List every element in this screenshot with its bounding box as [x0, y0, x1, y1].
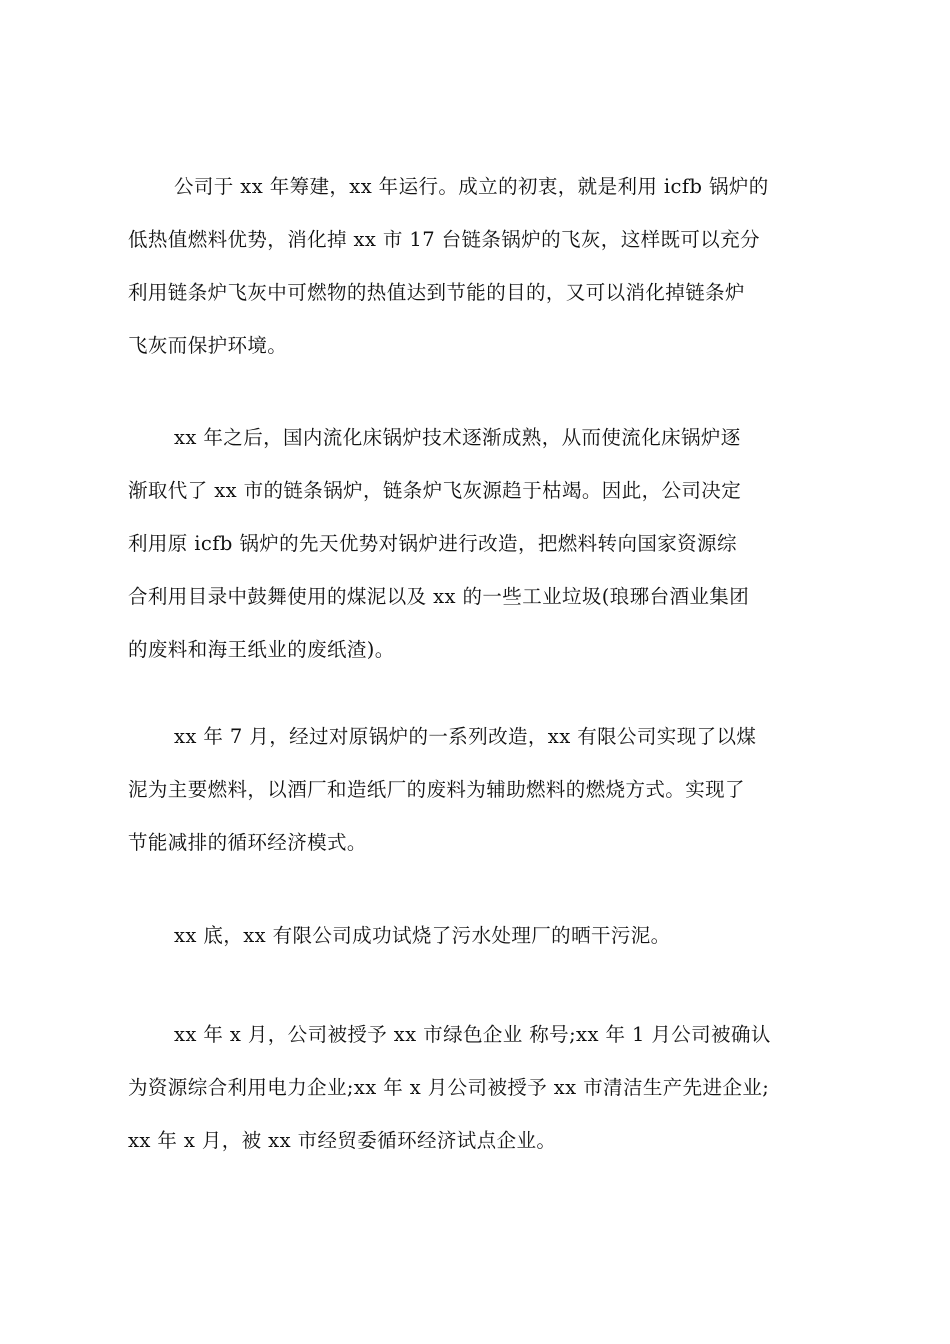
paragraph-retrofit — [128, 411, 828, 676]
text-line: 渐取代了 xx 市的链条锅炉，链条炉飞灰源趋于枯竭。因此，公司决定 — [128, 479, 742, 502]
text-line: 节能减排的循环经济模式。 — [128, 831, 367, 854]
paragraph-sludge-trial — [128, 909, 828, 962]
text-line: xx 年 x 月，被 xx 市经贸委循环经济试点企业。 — [128, 1129, 557, 1152]
text-line: 为资源综合利用电力企业;xx 年 x 月公司被授予 xx 市清洁生产先进企业; — [128, 1076, 770, 1099]
text-line: 低热值燃料优势，消化掉 xx 市 17 台链条锅炉的飞灰，这样既可以充分 — [128, 228, 761, 251]
text-line: xx 底，xx 有限公司成功试烧了污水处理厂的晒干污泥。 — [174, 924, 671, 947]
text-line: 的废料和海王纸业的废纸渣)。 — [128, 638, 395, 661]
text-line: 泥为主要燃料，以酒厂和造纸厂的废料为辅助燃料的燃烧方式。实现了 — [128, 778, 745, 801]
paragraph-founding — [128, 160, 828, 372]
text-line: 合利用目录中鼓舞使用的煤泥以及 xx 的一些工业垃圾(琅琊台酒业集团 — [128, 585, 750, 608]
text-line: xx 年之后，国内流化床锅炉技术逐渐成熟，从而使流化床锅炉逐 — [174, 426, 741, 449]
text-line: xx 年 x 月，公司被授予 xx 市绿色企业 称号;xx 年 1 月公司被确认 — [174, 1023, 771, 1046]
text-line: 利用原 icfb 锅炉的先天优势对锅炉进行改造，把燃料转向国家资源综 — [128, 532, 737, 555]
text-line: 利用链条炉飞灰中可燃物的热值达到节能的目的，又可以消化掉链条炉 — [128, 281, 745, 304]
paragraph-honors — [128, 1008, 828, 1167]
text-line: 飞灰而保护环境。 — [128, 334, 288, 357]
text-line: 公司于 xx 年筹建，xx 年运行。成立的初衷，就是利用 icfb 锅炉的 — [174, 175, 769, 198]
paragraph-fuel-transition — [128, 710, 828, 869]
text-line: xx 年 7 月，经过对原锅炉的一系列改造，xx 有限公司实现了以煤 — [174, 725, 757, 748]
